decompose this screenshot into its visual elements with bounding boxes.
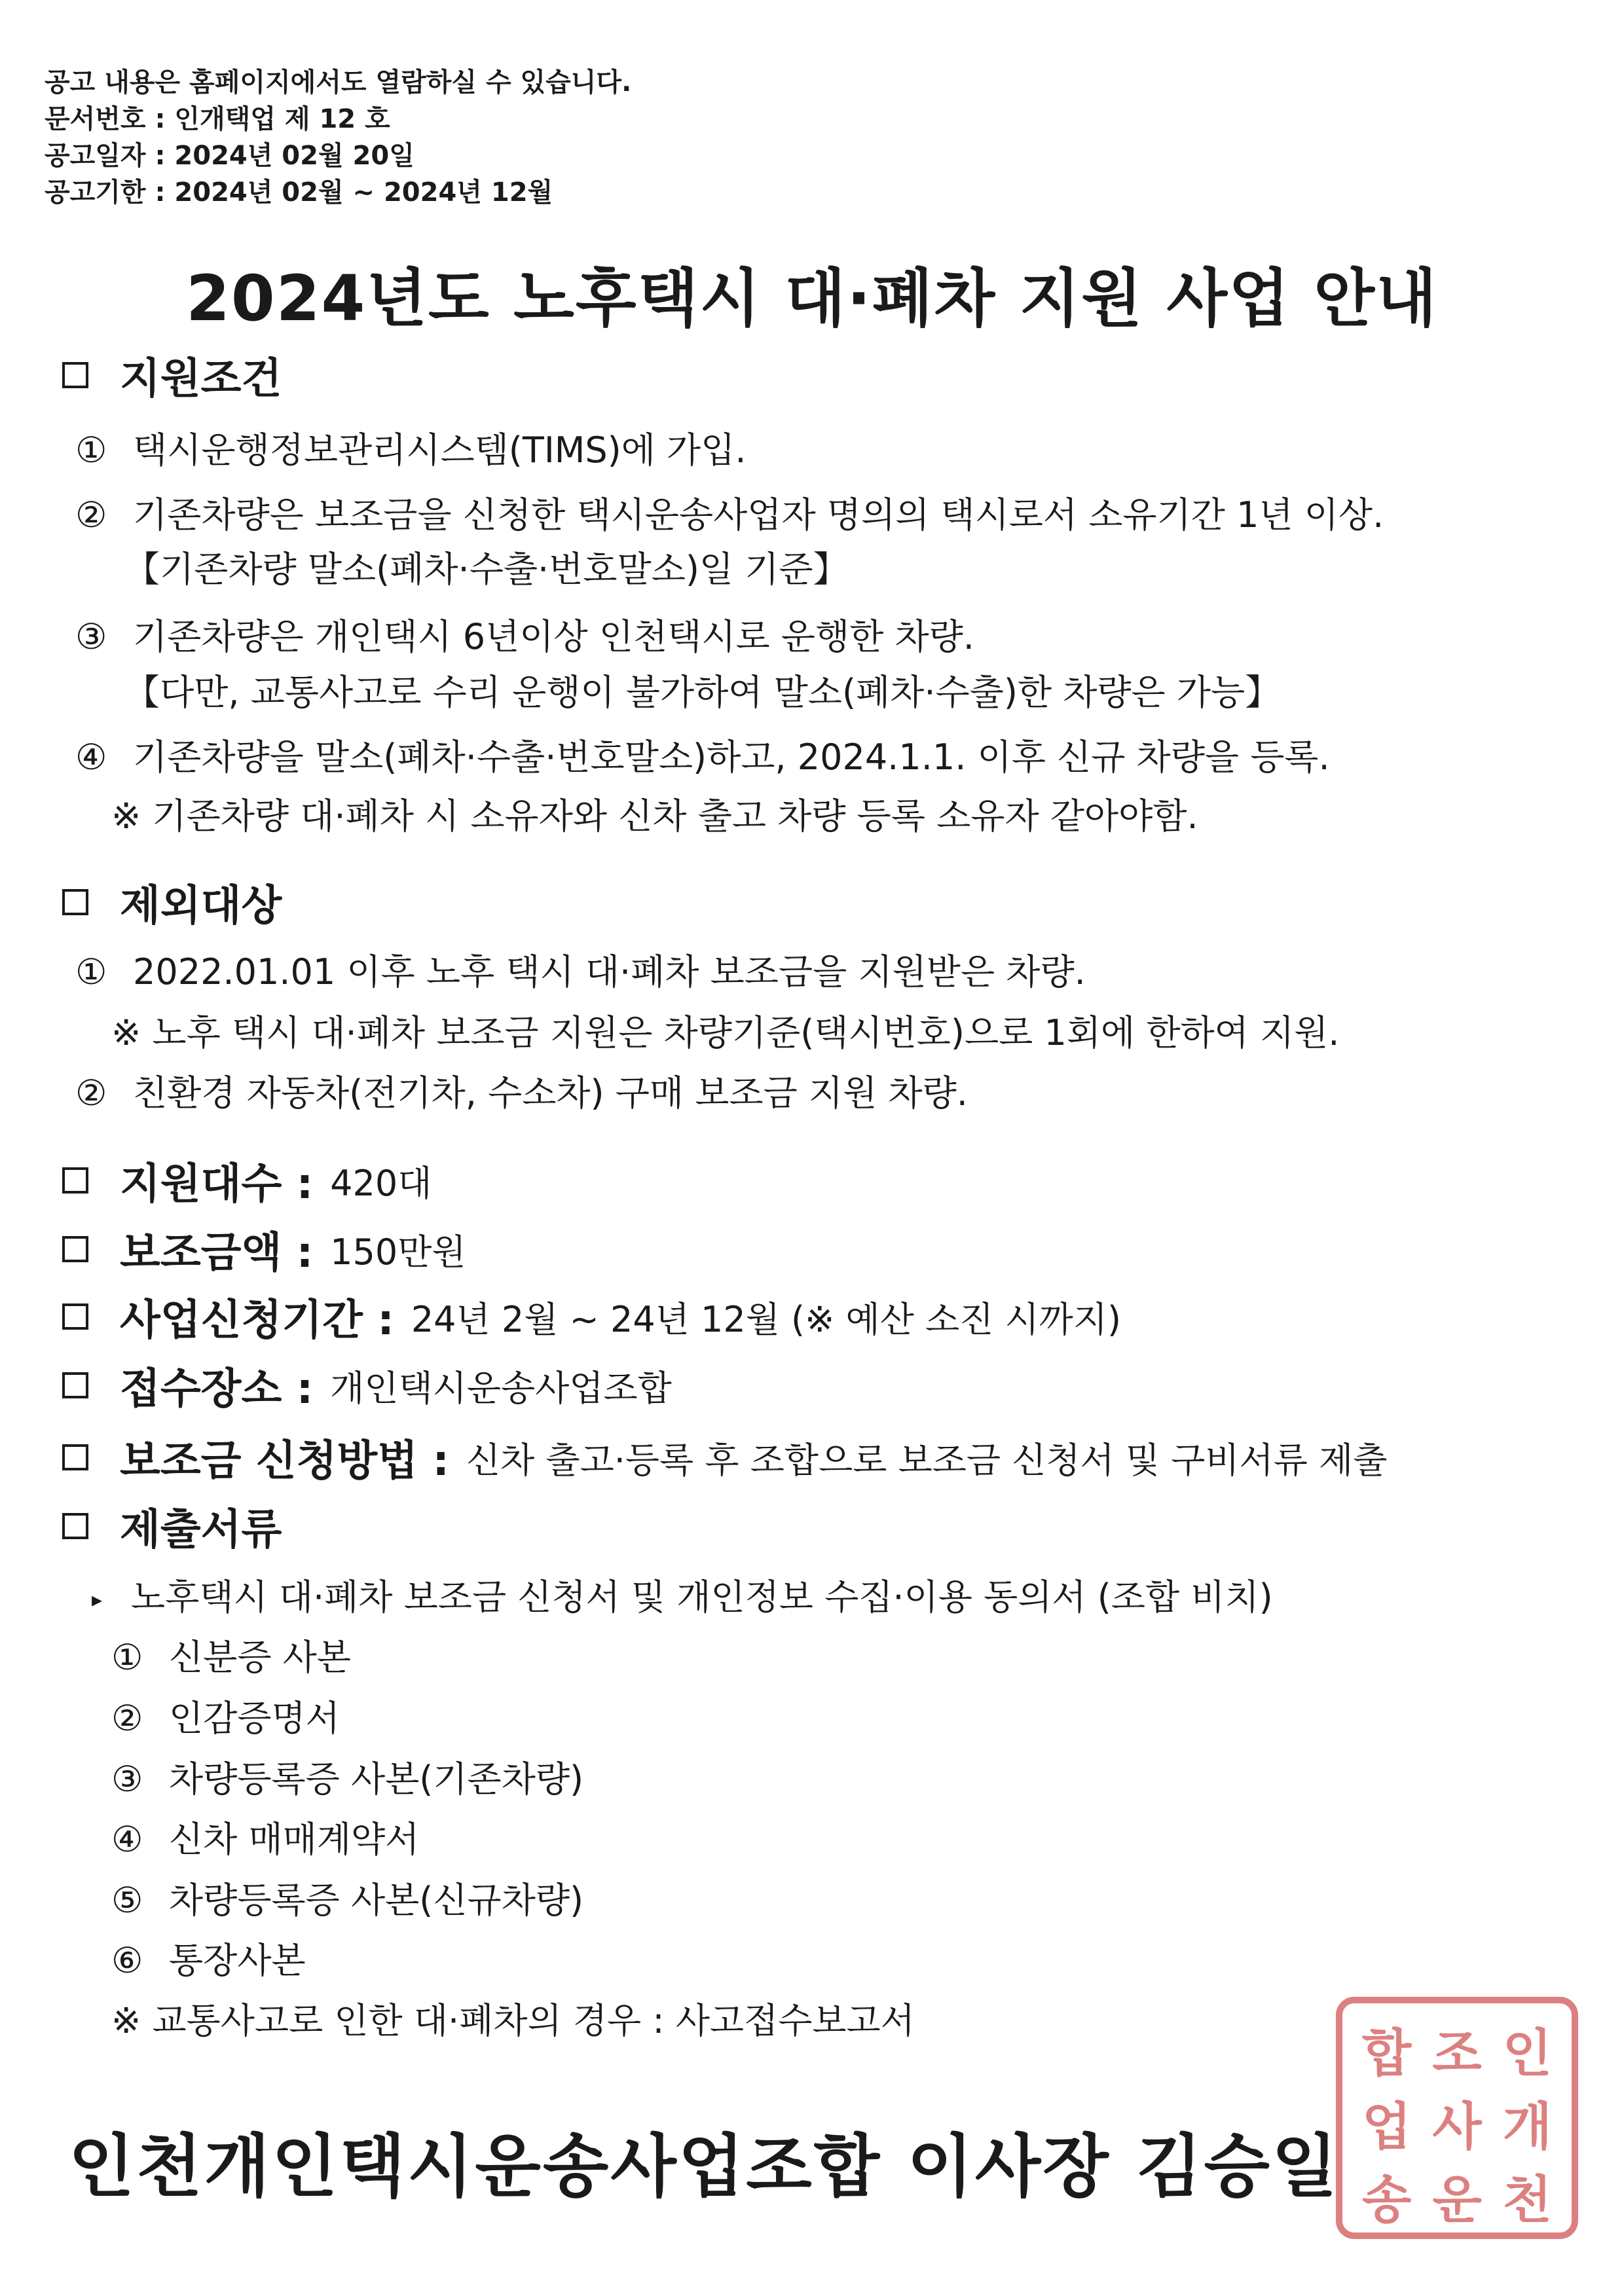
- condition-item: [75, 492, 1384, 538]
- section-label: 제출서류: [120, 1506, 282, 1554]
- checkbox-square-icon: [62, 889, 88, 915]
- item-text: 【다만, 교통사고로 수리 운행이 불가하여 말소(폐차·수출)한 차량은 가능】: [124, 672, 1281, 713]
- item-number: ②: [75, 494, 107, 536]
- document-number: 문서번호 : 인개택업 제 12 호: [45, 104, 390, 134]
- documents-form-line: [92, 1575, 1273, 1622]
- condition-item: [75, 735, 1330, 780]
- checkbox-square-icon: [62, 362, 88, 388]
- item-number: ①: [75, 951, 107, 993]
- seal-char: 천: [1502, 2170, 1552, 2230]
- document-item: [111, 1635, 351, 1681]
- summary-label: 접수장소 :: [120, 1365, 314, 1413]
- documents-note: ※ 교통사고로 인한 대·폐차의 경우 : 사고접수보고서: [111, 2000, 915, 2041]
- summary-label: 보조금 신청방법 :: [120, 1437, 449, 1485]
- exclusion-item: [75, 949, 1086, 995]
- summary-subsidy-amount: [62, 1219, 466, 1279]
- seal-char: 사: [1432, 2097, 1482, 2157]
- item-text: 인감증명서: [169, 1698, 340, 1739]
- item-text: 노후택시 대·폐차 보조금 신청서 및 개인정보 수집·이용 동의서 (조합 비치): [131, 1576, 1273, 1618]
- triangle-bullet-icon: ▸: [92, 1587, 103, 1613]
- summary-value: 개인택시운송사업조합: [330, 1367, 672, 1409]
- exclusion-note: ※ 노후 택시 대·폐차 보조금 지원은 차량기준(택시번호)으로 1회에 한하여 지원.: [111, 1012, 1340, 1053]
- item-number: ①: [111, 1637, 143, 1678]
- section-documents-heading: [62, 1496, 282, 1556]
- item-number: ⑥: [111, 1940, 143, 1981]
- condition-subnote: [124, 670, 1280, 716]
- summary-label: 보조금액 :: [120, 1229, 314, 1277]
- seal-char: 개: [1502, 2097, 1552, 2157]
- item-text: 택시운행정보관리시스템(TIMS)에 가입.: [133, 429, 747, 471]
- section-conditions-heading: [62, 345, 282, 405]
- checkbox-square-icon: [62, 1372, 88, 1398]
- seal-char: 업: [1361, 2097, 1412, 2157]
- seal-char: 운: [1432, 2170, 1482, 2230]
- summary-value: 신차 출고·등록 후 조합으로 보조금 신청서 및 구비서류 제출: [466, 1439, 1388, 1481]
- item-text: 통장사본: [169, 1940, 306, 1981]
- summary-value: 24년 2월 ~ 24년 12월 (※ 예산 소진 시까지): [411, 1298, 1122, 1340]
- page-title: 2024년도 노후택시 대·폐차 지원 사업 안내: [186, 262, 1438, 335]
- document-item: [111, 1757, 583, 1802]
- item-number: ②: [111, 1698, 143, 1739]
- item-number: ①: [75, 429, 107, 471]
- item-text: 기존차량은 보조금을 신청한 택시운송사업자 명의의 택시로서 소유기간 1년 이상.: [133, 494, 1384, 536]
- condition-item: [75, 428, 747, 473]
- document-item: [111, 1878, 583, 1923]
- item-text: 신분증 사본: [169, 1637, 351, 1678]
- summary-reception-place: [62, 1355, 672, 1415]
- document-item: [111, 1696, 340, 1741]
- checkbox-square-icon: [62, 1444, 88, 1470]
- condition-subnote: [124, 547, 849, 592]
- document-item: [111, 1817, 419, 1863]
- item-text: 차량등록증 사본(신규차량): [169, 1880, 584, 1921]
- item-text: 차량등록증 사본(기존차량): [169, 1758, 584, 1800]
- item-number: ④: [75, 737, 107, 778]
- summary-application-period: [62, 1286, 1121, 1347]
- checkbox-square-icon: [62, 1303, 88, 1330]
- summary-label: 사업신청기간 :: [120, 1296, 394, 1345]
- document-item: [111, 1938, 306, 1984]
- item-number: ⑤: [111, 1880, 143, 1921]
- item-number: ②: [75, 1072, 107, 1114]
- issuer-signature: 인천개인택시운송사업조합 이사장 김승일: [68, 2126, 1340, 2206]
- checkbox-square-icon: [62, 1236, 88, 1262]
- summary-value: 420대: [330, 1162, 432, 1204]
- item-text: 2022.01.01 이후 노후 택시 대·폐차 보조금을 지원받은 차량.: [133, 951, 1086, 993]
- seal-char: 송: [1361, 2170, 1412, 2230]
- summary-label: 지원대수 :: [120, 1160, 314, 1209]
- notice-info-line: 공고 내용은 홈페이지에서도 열람하실 수 있습니다.: [45, 67, 632, 98]
- notice-header: [45, 64, 631, 211]
- notice-period: 공고기한 : 2024년 02월 ~ 2024년 12월: [45, 177, 553, 208]
- seal-char: 조: [1432, 2024, 1482, 2083]
- seal-char: 인: [1502, 2024, 1552, 2083]
- seal-char: 합: [1361, 2024, 1412, 2083]
- item-number: ④: [111, 1819, 143, 1860]
- notice-date: 공고일자 : 2024년 02월 20일: [45, 141, 415, 171]
- item-text: 신차 매매계약서: [169, 1819, 420, 1860]
- summary-value: 150만원: [330, 1231, 466, 1273]
- condition-note: ※ 기존차량 대·폐차 시 소유자와 신차 출고 차량 등록 소유자 같아야함.: [111, 795, 1198, 837]
- item-text: 기존차량은 개인택시 6년이상 인천택시로 운행한 차량.: [133, 616, 974, 657]
- item-text: 친환경 자동차(전기차, 수소차) 구매 보조금 지원 차량.: [133, 1072, 968, 1114]
- section-label: 제외대상: [120, 882, 282, 930]
- item-text: 기존차량을 말소(폐차·수출·번호말소)하고, 2024.1.1. 이후 신규 차량을 등록.: [133, 737, 1330, 778]
- item-text: 【기존차량 말소(폐차·수출·번호말소)일 기준】: [124, 549, 849, 590]
- checkbox-square-icon: [62, 1167, 88, 1194]
- checkbox-square-icon: [62, 1513, 88, 1539]
- section-exclusions-heading: [62, 872, 282, 932]
- exclusion-item: [75, 1070, 968, 1116]
- item-number: ③: [75, 616, 107, 657]
- condition-item: [75, 614, 974, 660]
- official-seal-stamp: [1336, 1997, 1578, 2239]
- summary-application-method: [62, 1427, 1387, 1487]
- item-number: ③: [111, 1758, 143, 1800]
- summary-support-count: [62, 1150, 432, 1211]
- section-label: 지원조건: [120, 355, 282, 403]
